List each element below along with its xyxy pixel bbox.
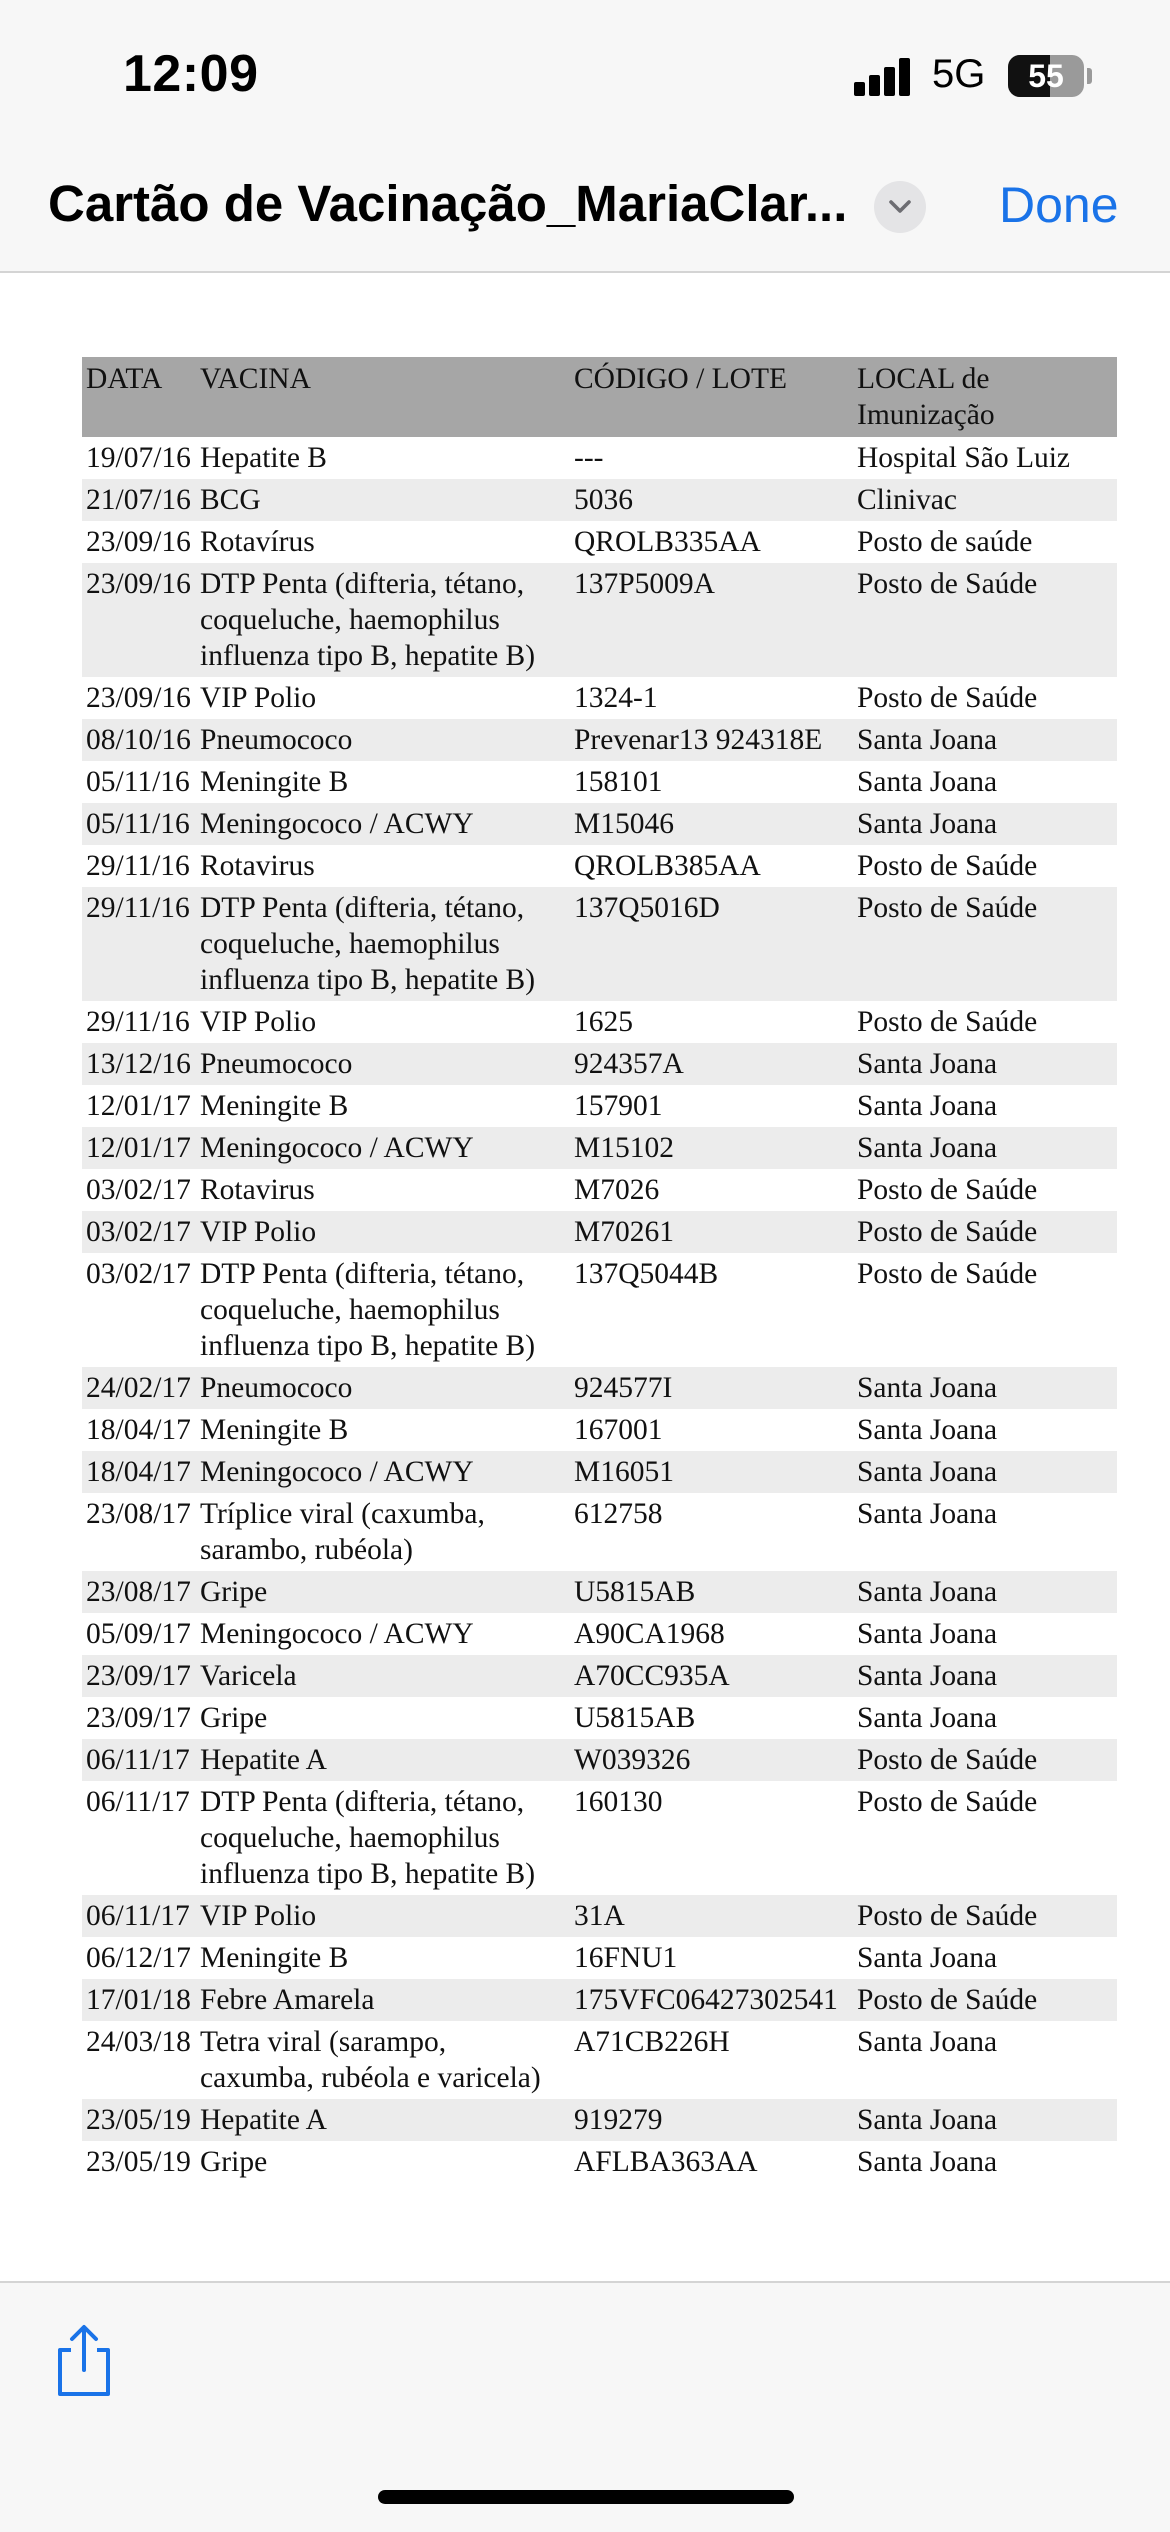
cell-local: Santa Joana (853, 1571, 1117, 1613)
cell-local: Santa Joana (853, 1655, 1117, 1697)
table-row (82, 1043, 1117, 1085)
cell-local: Santa Joana (853, 761, 1117, 803)
cell-date: 03/02/17 (82, 1169, 196, 1211)
cell-code: A70CC935A (570, 1655, 853, 1697)
table-row (82, 1493, 1117, 1571)
cell-date: 05/11/16 (82, 761, 196, 803)
cell-vaccine: Rotavirus (196, 1169, 570, 1211)
table-row (82, 1085, 1117, 1127)
cell-local: Santa Joana (853, 1937, 1117, 1979)
cell-code: 1625 (570, 1001, 853, 1043)
cell-local: Posto de Saúde (853, 1979, 1117, 2021)
cell-code: 137Q5016D (570, 887, 853, 1001)
cell-vaccine: Hepatite A (196, 1739, 570, 1781)
table-row (82, 1895, 1117, 1937)
cell-local: Santa Joana (853, 2141, 1117, 2183)
cell-local: Santa Joana (853, 1367, 1117, 1409)
cell-date: 03/02/17 (82, 1253, 196, 1367)
table-row (82, 1697, 1117, 1739)
cellular-signal-icon (854, 58, 912, 96)
cell-date: 05/11/16 (82, 803, 196, 845)
cell-vaccine: Rotavírus (196, 521, 570, 563)
cell-date: 24/03/18 (82, 2021, 196, 2099)
cell-local: Santa Joana (853, 2099, 1117, 2141)
cell-code: 924577I (570, 1367, 853, 1409)
table-row (82, 1001, 1117, 1043)
cell-local: Santa Joana (853, 719, 1117, 761)
cell-code: --- (570, 437, 853, 479)
document-title: Cartão de Vacinação_MariaClar... (48, 175, 848, 232)
chevron-down-icon (888, 197, 912, 217)
cell-vaccine: Hepatite A (196, 2099, 570, 2141)
cell-local: Posto de Saúde (853, 563, 1117, 677)
cell-local: Santa Joana (853, 1409, 1117, 1451)
cell-vaccine: VIP Polio (196, 1211, 570, 1253)
cell-date: 05/09/17 (82, 1613, 196, 1655)
cell-vaccine: Meningococo / ACWY (196, 1451, 570, 1493)
cell-code: M7026 (570, 1169, 853, 1211)
cell-code: A71CB226H (570, 2021, 853, 2099)
cell-code: U5815AB (570, 1697, 853, 1739)
cell-date: 06/11/17 (82, 1895, 196, 1937)
cell-code: A90CA1968 (570, 1613, 853, 1655)
cell-local: Posto de Saúde (853, 1001, 1117, 1043)
cell-code: AFLBA363AA (570, 2141, 853, 2183)
table-row (82, 437, 1117, 479)
cell-code: M15102 (570, 1127, 853, 1169)
table-row (82, 1655, 1117, 1697)
cell-date: 23/09/17 (82, 1655, 196, 1697)
cell-date: 23/09/17 (82, 1697, 196, 1739)
cell-date: 06/12/17 (82, 1937, 196, 1979)
cell-local: Posto de Saúde (853, 1169, 1117, 1211)
cell-vaccine: DTP Penta (difteria, tétano, coqueluche, haemophilus influenza tipo B, hepatite B) (196, 887, 570, 1001)
cell-vaccine: Meningite B (196, 1085, 570, 1127)
cell-local: Santa Joana (853, 1085, 1117, 1127)
cell-date: 29/11/16 (82, 1001, 196, 1043)
cell-code: M70261 (570, 1211, 853, 1253)
cell-code: M16051 (570, 1451, 853, 1493)
cell-date: 08/10/16 (82, 719, 196, 761)
header-date: DATA (82, 357, 196, 437)
cell-local: Posto de Saúde (853, 1211, 1117, 1253)
cell-vaccine: VIP Polio (196, 1895, 570, 1937)
table-row (82, 521, 1117, 563)
cell-local: Posto de Saúde (853, 1781, 1117, 1895)
cell-local: Hospital São Luiz (853, 437, 1117, 479)
cell-vaccine: Meningite B (196, 1937, 570, 1979)
table-row (82, 2099, 1117, 2141)
share-button[interactable] (52, 2320, 116, 2400)
battery-tip (1087, 68, 1092, 84)
cell-local: Posto de Saúde (853, 677, 1117, 719)
cell-local: Posto de Saúde (853, 887, 1117, 1001)
cell-code: U5815AB (570, 1571, 853, 1613)
cell-local: Posto de Saúde (853, 1895, 1117, 1937)
table-row (82, 2141, 1117, 2183)
cell-code: 167001 (570, 1409, 853, 1451)
cell-vaccine: Rotavirus (196, 845, 570, 887)
cell-vaccine: Gripe (196, 2141, 570, 2183)
cell-local: Santa Joana (853, 1697, 1117, 1739)
table-row (82, 803, 1117, 845)
table-row (82, 887, 1117, 1001)
share-icon (52, 2320, 116, 2400)
table-row (82, 1451, 1117, 1493)
cell-code: 137P5009A (570, 563, 853, 677)
cell-date: 06/11/17 (82, 1781, 196, 1895)
cell-local: Posto de saúde (853, 521, 1117, 563)
cell-code: 924357A (570, 1043, 853, 1085)
cell-vaccine: Gripe (196, 1697, 570, 1739)
cell-vaccine: Meningite B (196, 1409, 570, 1451)
cell-code: 612758 (570, 1493, 853, 1571)
cell-date: 23/09/16 (82, 521, 196, 563)
cell-code: 16FNU1 (570, 1937, 853, 1979)
cell-vaccine: Febre Amarela (196, 1979, 570, 2021)
network-type: 5G (932, 52, 986, 96)
cell-vaccine: Varicela (196, 1655, 570, 1697)
cell-vaccine: Hepatite B (196, 437, 570, 479)
cell-vaccine: DTP Penta (difteria, tétano, coqueluche, haemophilus influenza tipo B, hepatite B) (196, 1781, 570, 1895)
cell-code: 160130 (570, 1781, 853, 1895)
cell-code: 31A (570, 1895, 853, 1937)
top-bar (0, 0, 1170, 273)
cell-local: Posto de Saúde (853, 1253, 1117, 1367)
cell-code: W039326 (570, 1739, 853, 1781)
table-row (82, 761, 1117, 803)
cell-date: 18/04/17 (82, 1409, 196, 1451)
cell-vaccine: Meningococo / ACWY (196, 803, 570, 845)
cell-vaccine: Tríplice viral (caxumba, sarambo, rubéola) (196, 1493, 570, 1571)
table-row (82, 719, 1117, 761)
cell-local: Santa Joana (853, 1493, 1117, 1571)
cell-vaccine: DTP Penta (difteria, tétano, coqueluche, haemophilus influenza tipo B, hepatite B) (196, 1253, 570, 1367)
cell-vaccine: Pneumococo (196, 1043, 570, 1085)
table-row (82, 1253, 1117, 1367)
cell-vaccine: Tetra viral (sarampo, caxumba, rubéola e varicela) (196, 2021, 570, 2099)
status-time: 12:09 (123, 45, 259, 103)
cell-code: 919279 (570, 2099, 853, 2141)
cell-date: 23/05/19 (82, 2099, 196, 2141)
cell-date: 03/02/17 (82, 1211, 196, 1253)
cell-date: 29/11/16 (82, 845, 196, 887)
cell-local: Santa Joana (853, 1451, 1117, 1493)
cell-date: 12/01/17 (82, 1085, 196, 1127)
cell-local: Santa Joana (853, 1613, 1117, 1655)
done-button[interactable]: Done (999, 177, 1119, 233)
header-local: LOCAL de Imunização (853, 357, 1117, 437)
cell-code: 157901 (570, 1085, 853, 1127)
cell-code: Prevenar13 924318E (570, 719, 853, 761)
vaccination-table (82, 357, 1117, 2183)
cell-local: Clinivac (853, 479, 1117, 521)
battery-icon (1008, 55, 1084, 97)
table-row (82, 845, 1117, 887)
cell-local: Posto de Saúde (853, 845, 1117, 887)
table-row (82, 1937, 1117, 1979)
home-indicator (378, 2490, 794, 2504)
table-row (82, 1367, 1117, 1409)
cell-vaccine: DTP Penta (difteria, tétano, coqueluche, haemophilus influenza tipo B, hepatite B) (196, 563, 570, 677)
cell-code: 5036 (570, 479, 853, 521)
cell-date: 06/11/17 (82, 1739, 196, 1781)
header-vaccine: VACINA (196, 357, 570, 437)
table-row (82, 1739, 1117, 1781)
cell-local: Santa Joana (853, 1127, 1117, 1169)
cell-date: 21/07/16 (82, 479, 196, 521)
cell-code: 175VFC06427302541 (570, 1979, 853, 2021)
table-row (82, 1127, 1117, 1169)
table-row (82, 1979, 1117, 2021)
cell-date: 23/09/16 (82, 677, 196, 719)
cell-code: QROLB335AA (570, 521, 853, 563)
cell-date: 19/07/16 (82, 437, 196, 479)
table-header-row (82, 357, 1117, 437)
cell-vaccine: Meningite B (196, 761, 570, 803)
cell-local: Santa Joana (853, 1043, 1117, 1085)
cell-local: Posto de Saúde (853, 1739, 1117, 1781)
cell-date: 23/08/17 (82, 1571, 196, 1613)
cell-date: 13/12/16 (82, 1043, 196, 1085)
cell-code: 137Q5044B (570, 1253, 853, 1367)
cell-vaccine: VIP Polio (196, 677, 570, 719)
table-row (82, 1169, 1117, 1211)
table-row (82, 563, 1117, 677)
cell-vaccine: BCG (196, 479, 570, 521)
cell-code: 1324-1 (570, 677, 853, 719)
battery-percent: 55 (1028, 58, 1064, 94)
table-row (82, 1781, 1117, 1895)
cell-date: 23/08/17 (82, 1493, 196, 1571)
cell-vaccine: Meningococo / ACWY (196, 1127, 570, 1169)
cell-vaccine: Meningococo / ACWY (196, 1613, 570, 1655)
table-row (82, 2021, 1117, 2099)
table-row (82, 1571, 1117, 1613)
table-row (82, 1613, 1117, 1655)
title-menu-button[interactable] (874, 181, 926, 233)
cell-date: 23/05/19 (82, 2141, 196, 2183)
table-row (82, 479, 1117, 521)
cell-vaccine: Pneumococo (196, 1367, 570, 1409)
cell-vaccine: Pneumococo (196, 719, 570, 761)
table-body (82, 437, 1117, 2183)
cell-local: Santa Joana (853, 803, 1117, 845)
cell-local: Santa Joana (853, 2021, 1117, 2099)
table-row (82, 1211, 1117, 1253)
cell-code: M15046 (570, 803, 853, 845)
cell-code: QROLB385AA (570, 845, 853, 887)
cell-date: 24/02/17 (82, 1367, 196, 1409)
cell-date: 23/09/16 (82, 563, 196, 677)
cell-date: 12/01/17 (82, 1127, 196, 1169)
table-row (82, 1409, 1117, 1451)
table-row (82, 677, 1117, 719)
cell-vaccine: Gripe (196, 1571, 570, 1613)
cell-vaccine: VIP Polio (196, 1001, 570, 1043)
cell-code: 158101 (570, 761, 853, 803)
cell-date: 29/11/16 (82, 887, 196, 1001)
header-code: CÓDIGO / LOTE (570, 357, 853, 437)
cell-date: 18/04/17 (82, 1451, 196, 1493)
cell-date: 17/01/18 (82, 1979, 196, 2021)
